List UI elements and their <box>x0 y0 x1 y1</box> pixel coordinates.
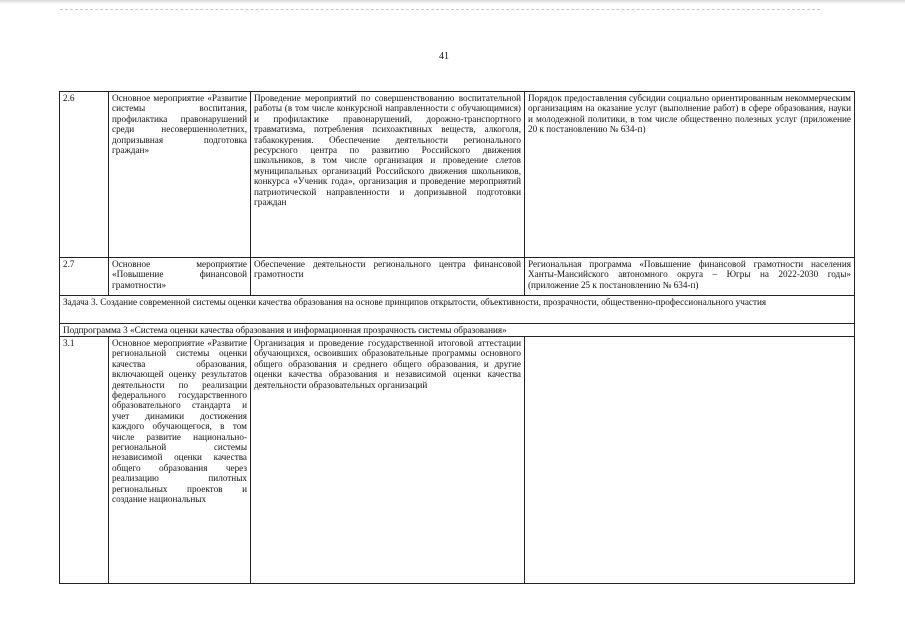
legal-basis-cell <box>525 337 855 584</box>
task-3-heading: Задача 3. Создание современной системы оценки качества образования на основе принципов открытости, объективности, прозрачности, общественно-профессионального участия <box>60 296 855 324</box>
main-event-cell: Основное мероприятие «Повышение финансовой грамотности» <box>109 258 251 296</box>
legal-basis-cell: Региональная программа «Повышение финансовой грамотности населения Ханты-Мансийского автономного округа – Югры на 2022-2030 годы» (приложение 25 к постановлению № 634-п) <box>525 258 855 296</box>
scan-edge <box>0 0 905 4</box>
main-event-cell: Основное мероприятие «Развитие региональной системы оценки качества образования, включающей оценку результатов деятельности по реализации федерального государственного образовательного стандарта и учет динамики достижения каждого обучающегося, в том числе развитие национально-региональной системы независимой оценки качества общего образования через реализацию пилотных региональных проектов и создание национальных <box>109 337 251 584</box>
scan-artifact-line <box>60 9 820 10</box>
event-content-cell: Организация и проведение государственной итоговой аттестации обучающихся, освоивших образовательные программы основного общего образования и среднего общего образования, и другие оценки качества образования и независимой оценки качества деятельности образовательных организаций <box>251 337 525 584</box>
main-event-cell: Основное мероприятие «Развитие системы воспитания, профилактика правонарушений среди несовершеннолетних, допризывная подготовка граждан» <box>109 92 251 258</box>
table-row-2-7 <box>60 258 855 296</box>
row-number: 2.6 <box>60 92 109 258</box>
measures-table <box>59 91 855 584</box>
subprogram-3-heading: Подпрограмма 3 «Система оценки качества образования и информационная прозрачность системы образования» <box>60 324 855 337</box>
page-number: 41 <box>439 51 449 62</box>
table-row-3-1 <box>60 337 855 584</box>
table-row-2-6 <box>60 92 855 258</box>
task-row <box>60 296 855 324</box>
row-number: 3.1 <box>60 337 109 584</box>
event-content-cell: Обеспечение деятельности регионального центра финансовой грамотности <box>251 258 525 296</box>
event-content-cell: Проведение мероприятий по совершенствованию воспитательной работы (в том числе конкурсной направленности с обучающимися) и профилактике правонарушений, дорожно-транспортного травматизма, потребления психоактивных веществ, алкоголя, табакокурения. Обеспечение деятельности регионального ресурсного центра по развитию Российского движения школьников, в том числе организация и проведение слетов муниципальных организаций Российского движения школьников, конкурса «Ученик года», организация и проведение мероприятий патриотической направленности и допризывной подготовки граждан <box>251 92 525 258</box>
subprogram-row <box>60 324 855 337</box>
row-number: 2.7 <box>60 258 109 296</box>
legal-basis-cell: Порядок предоставления субсидии социально ориентированным некоммерческим организациям на оказание услуг (выполнение работ) в сфере образования, науки и молодежной политики, в том числе общественно полезных услуг (приложение 20 к постановлению № 634-п) <box>525 92 855 258</box>
